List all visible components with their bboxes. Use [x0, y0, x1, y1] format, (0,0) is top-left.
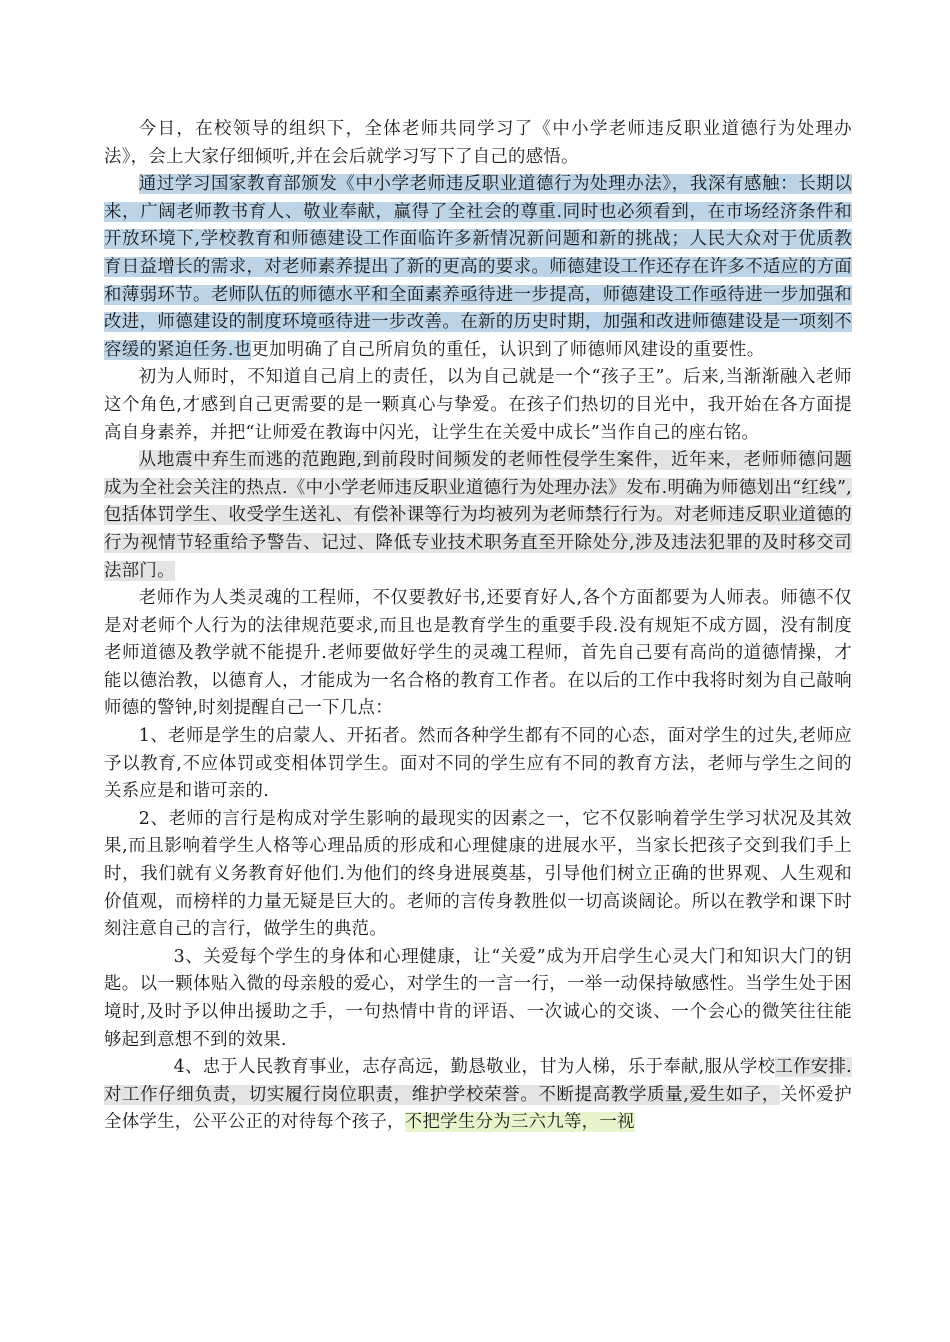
paragraph-point-3: [104, 944, 852, 1054]
highlighted-text: 工作安排.对工作仔细负责，切实履行岗位职责，维护学校荣誉。不断提高教学质量,爱生如子，: [104, 1057, 852, 1105]
paragraph-text: 今日，在校领导的组织下，全体老师共同学习了《中小学老师违反职业道德行为处理办法》，会上大家仔细倾听,并在会后就学习写下了自己的感悟。: [104, 119, 852, 167]
highlighted-text: 从地震中弃生而逃的范跑跑,到前段时间频发的老师性侵学生案件，近年来，老师师德问题成为全社会关注的热点.《中小学老师违反职业道德行为处理办法》发布.明确为师德划出“红线”,包括体罚学生、收受学生送礼、有偿补课等行为均被列为老师禁行行为。对老师违反职业道德的行为视情节轻重给予警告、记过、降低专业技术职务直至开除处分,涉及违法犯罪的及时移交司法部门。: [104, 450, 852, 581]
paragraph-text: 初为人师时，不知道自己肩上的责任，以为自己就是一个“孩子王”。后来,当渐渐融入老师这个角色,才感到自己更需要的是一颗真心与挚爱。在孩子们热切的目光中，我开始在各方面提高自身素养，并把“让师爱在教诲中闪光，让学生在关爱中成长”当作自己的座右铭。: [104, 367, 852, 443]
paragraph-ethics-issues: [104, 447, 852, 585]
paragraph-text: 关怀爱护全体学生，公平公正的对待每个孩子，: [104, 1084, 852, 1133]
paragraph-point-1: [104, 723, 852, 806]
paragraph-study-impressions: [104, 171, 852, 364]
paragraph-point-4: [104, 1054, 852, 1137]
paragraph-new-teacher: [104, 364, 852, 447]
highlighted-text: 通过学习国家教育部颁发《中小学老师违反职业道德行为处理办法》，我深有感触：长期以来，广阔老师教书育人、敬业奉献，赢得了全社会的尊重.同时也必须看到，在市场经济条件和开放环境下,学校教育和师德建设工作面临许多新情况新问题和新的挑战；人民大众对于优质教育日益增长的需求，对老师素养提出了新的更高的要求。师德建设工作还存在许多不适应的方面和薄弱环节。老师队伍的师德水平和全面素养亟待进一步提高，师德建设工作亟待进一步加强和改进，师德建设的制度环境亟待进一步改善。在新的历史时期，加强和改进师德建设是一项刻不容缓的紧迫任务.也: [104, 174, 852, 360]
paragraph-intro: [104, 116, 852, 171]
paragraph-text: 1、老师是学生的启蒙人、开拓者。然而各种学生都有不同的心态，面对学生的过失,老师应予以教育,不应体罚或变相体罚学生。面对不同的学生应有不同的教育方法，老师与学生之间的关系应是和谐可亲的.: [104, 726, 852, 802]
paragraph-text: 4、忠于人民教育事业，志存高远，勤恳敬业，甘为人梯，乐于奉献,服从学校: [173, 1057, 776, 1078]
highlighted-text: 不把学生分为三六九等，一视: [404, 1112, 635, 1133]
paragraph-point-2: [104, 806, 852, 944]
document-body: [104, 116, 852, 1137]
paragraph-text: 更加明确了自己所肩负的重任，认识到了师德师风建设的重要性。: [251, 339, 765, 360]
paragraph-text: 老师作为人类灵魂的工程师，不仅要教好书,还要育好人,各个方面都要为人师表。师德不仅是对老师个人行为的法律规范要求,而且也是教育学生的重要手段.没有规矩不成方圆，没有制度老师道德及教学就不能提升.老师要做好学生的灵魂工程师，首先自己要有高尚的道德情操，才能以德治教，以德育人，才能成为一名合格的教育工作者。在以后的工作中我将时刻为自己敲响师德的警钟,时刻提醒自己一下几点：: [104, 588, 852, 719]
paragraph-teacher-role: [104, 585, 852, 723]
paragraph-text: 2、老师的言行是构成对学生影响的最现实的因素之一，它不仅影响着学生学习状况及其效果,而且影响着学生人格等心理品质的形成和心理健康的进展水平，当家长把孩子交到我们手上时，我们就有义务教育好他们.为他们的终身进展奠基，引导他们树立正确的世界观、人生观和价值观，而榜样的力量无疑是巨大的。老师的言传身教胜似一切高谈阔论。所以在教学和课下时刻注意自己的言行，做学生的典范。: [104, 808, 852, 940]
paragraph-text: 3、关爱每个学生的身体和心理健康，让“关爱”成为开启学生心灵大门和知识大门的钥匙。以一颗体贴入微的母亲般的爱心，对学生的一言一行，一举一动保持敏感性。当学生处于困境时,及时予以伸出援助之手，一句热情中肯的评语、一次诚心的交谈、一个会心的微笑往往能够起到意想不到的效果.: [104, 946, 852, 1050]
